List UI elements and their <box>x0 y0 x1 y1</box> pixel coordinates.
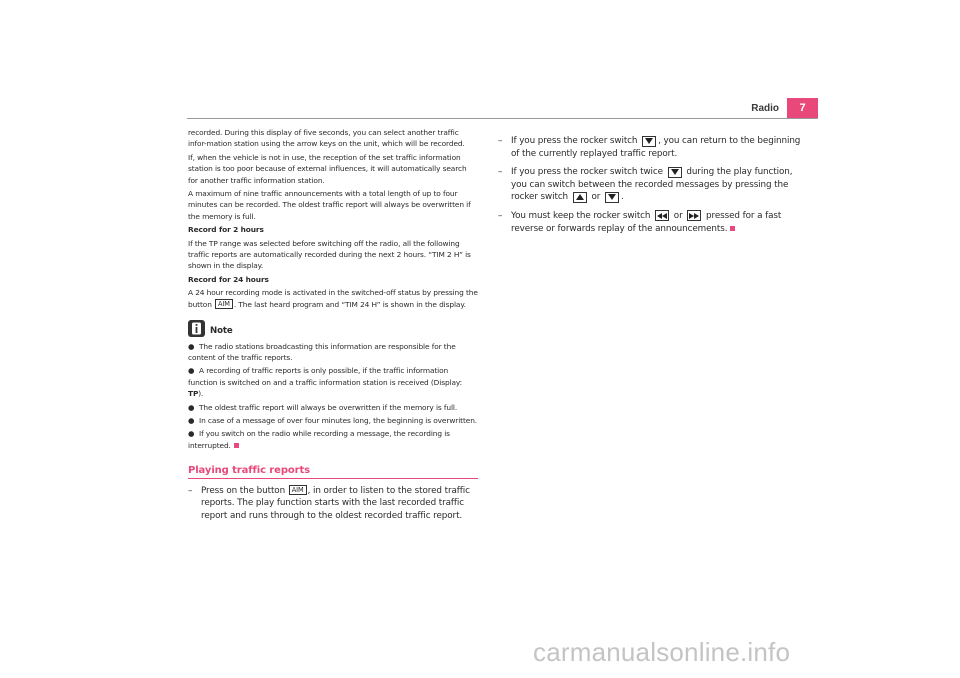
note-bullet: ● In case of a message of over four minutes long, the beginning is overwritten. <box>188 415 478 425</box>
paragraph-maximum: A maximum of nine traffic announcements with a total length of up to four minutes can be recorded. The oldest traffic report will always be overwritten if the memory is full. <box>188 189 471 221</box>
note-bullet: ● The radio stations broadcasting this information are responsible for the content of the traffic reports. <box>188 341 456 362</box>
rewind-icon <box>655 210 669 221</box>
step-press-aim: – Press on the button AIM , in order to listen to the stored traffic reports. The play function starts with the last recorded traffic report and runs through to the oldest recorded traffic report. <box>188 485 470 521</box>
aim-key-label: AIM <box>215 299 233 309</box>
rocker-down-icon <box>605 192 619 203</box>
note-bullet: ● If you switch on the radio while recording a message, the recording is interrupted. <box>188 429 450 450</box>
aim-key-label: AIM <box>289 485 307 495</box>
rocker-down-icon <box>668 167 682 178</box>
paragraph-record-2-hours: If the TP range was selected before switching off the radio, all the following traffic reports are automatically recorded during the next 2 hours. “TIM 2 H” is shown in the display. <box>188 238 471 271</box>
rocker-up-icon <box>573 192 587 203</box>
right-column <box>498 135 803 241</box>
note-info-icon <box>188 320 205 337</box>
page-header-title: Radio <box>751 103 779 114</box>
paragraph-reception: If, when the vehicle is not in use, the reception of the set traffic information station is too poor because of external influences, it will automatically search for another traffic information station. <box>188 152 467 185</box>
end-mark <box>234 443 239 448</box>
paragraph-record-24-hours: A 24 hour recording mode is activated in the switched-off status by pressing the button AIM . The last heard program and “TIM 24 H” is shown in the display. <box>188 288 478 309</box>
paragraph-recorded: recorded. During this display of five seconds, you can select another traffic infor-mation station using the arrow keys on the unit, which will be recorded. <box>188 128 465 149</box>
header-divider <box>187 118 818 119</box>
heading-record-24-hours: Record for 24 hours <box>188 274 269 284</box>
section-divider <box>188 478 478 479</box>
left-column <box>188 127 478 528</box>
rocker-down-icon <box>642 136 656 147</box>
step-rocker-once: – If you press the rocker switch , you can return to the beginning of the currently replayed traffic report. <box>498 136 801 159</box>
watermark: carmanualsonline.info <box>533 637 791 667</box>
step-rocker-twice: – If you press the rocker switch twice during the play function, you can switch between the recorded messages by pressing the rocker switch or . <box>498 167 793 203</box>
end-mark <box>730 226 735 231</box>
step-rocker-hold: – You must keep the rocker switch or pressed for a fast reverse or forwards replay of the announcements. <box>498 210 782 234</box>
fast-forward-icon <box>687 210 701 221</box>
note-bullet: ● A recording of traffic reports is only possible, if the traffic information function is switched on and a traffic information station is received (Display: TP). <box>188 366 463 399</box>
heading-record-2-hours: Record for 2 hours <box>188 225 264 235</box>
section-title-playing: Playing traffic reports <box>188 465 311 477</box>
note-bullet: ● The oldest traffic report will always be overwritten if the memory is full. <box>188 402 458 412</box>
note-header <box>188 320 478 337</box>
page-number-badge: 7 <box>787 98 818 118</box>
note-title: Note <box>210 326 233 337</box>
